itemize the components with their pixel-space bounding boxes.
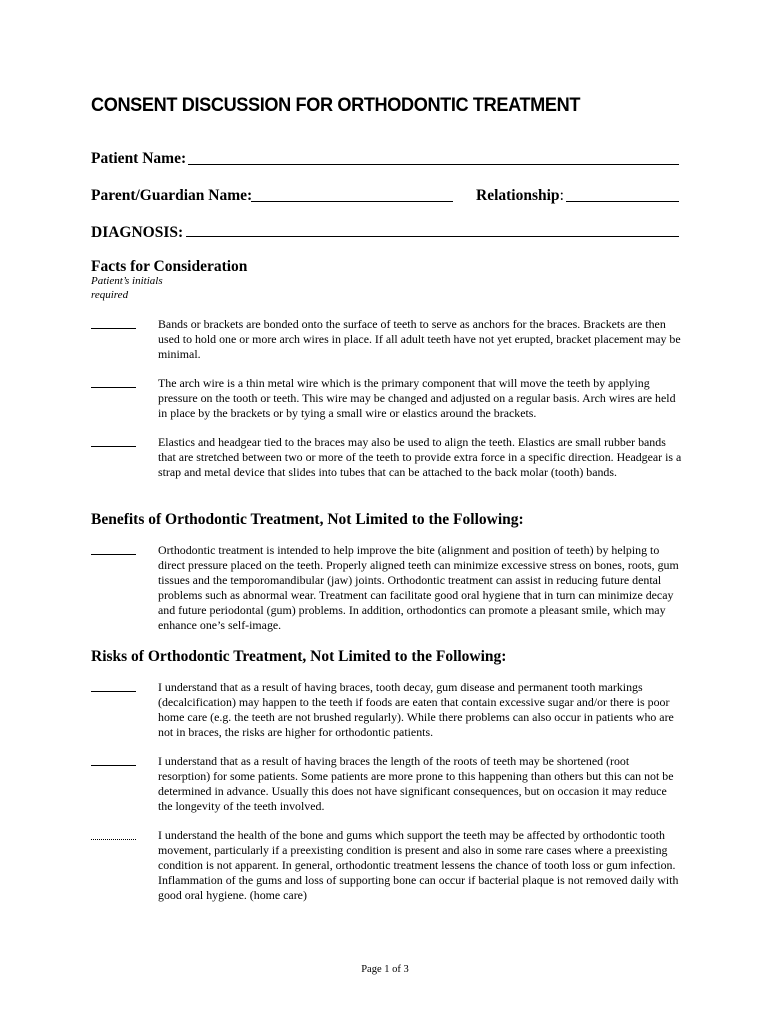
facts-item-text: Elastics and headgear tied to the braces may also be used to align the teeth. Elastics are small rubber bands that are stretched between two or more of the teeth to provide extra force in a specific direction. Headgear is a strap and metal device that slides into tubes that can be attached to the back molar (tooth) bands. <box>158 435 682 479</box>
guardian-name-label: Parent/Guardian Name: <box>91 187 253 204</box>
relationship-row <box>476 187 564 205</box>
initials-blank[interactable] <box>91 317 136 329</box>
facts-item-text: Bands or brackets are bonded onto the surface of teeth to serve as anchors for the braces. Brackets are then used to hold one or more arch wires in place. If all adult teeth have not yet erupted, bracket placement may be minimal. <box>158 317 681 361</box>
initials-blank[interactable] <box>91 754 136 766</box>
diagnosis-field[interactable] <box>186 236 679 237</box>
guardian-name-row <box>91 187 252 205</box>
relationship-label: Relationship <box>476 187 560 204</box>
initials-blank[interactable] <box>91 543 136 555</box>
guardian-name-field[interactable] <box>251 201 453 202</box>
risks-item-text: I understand the health of the bone and gums which support the teeth may be affected by orthodontic tooth movement, particularly if a preexisting condition is present and also in some rare cases where a preexisting condition is not apparent. In general, orthodontic treatment lessens the chance of tooth loss or gum infection. Inflammation of the gums and loss of supporting bone can occur if bacterial plaque is not removed daily with good oral hygiene. (home care) <box>158 828 679 902</box>
risks-heading: Risks of Orthodontic Treatment, Not Limited to the Following: <box>91 648 507 665</box>
relationship-field[interactable] <box>566 201 679 202</box>
initials-note: Patient’s initials required <box>91 275 163 301</box>
diagnosis-row <box>91 224 183 242</box>
initials-blank[interactable] <box>91 680 136 692</box>
benefits-heading: Benefits of Orthodontic Treatment, Not Limited to the Following: <box>91 511 524 528</box>
initials-blank[interactable] <box>91 435 136 447</box>
document-title: CONSENT DISCUSSION FOR ORTHODONTIC TREATMENT <box>91 94 581 116</box>
patient-name-field[interactable] <box>188 164 679 165</box>
initials-blank[interactable] <box>91 376 136 388</box>
facts-heading: Facts for Consideration <box>91 258 248 275</box>
facts-item-text: The arch wire is a thin metal wire which is the primary component that will move the teeth by applying pressure on the tooth or teeth. This wire may be changed and adjusted on a regular basis. Arch wires are held in place by the brackets or by tying a small wire or elastics around the brackets. <box>158 376 676 420</box>
initials-blank[interactable] <box>91 828 136 840</box>
patient-name-label: Patient Name: <box>91 150 187 167</box>
diagnosis-label: DIAGNOSIS: <box>91 224 184 241</box>
relationship-colon: : <box>559 187 564 204</box>
patient-name-row <box>91 150 186 168</box>
risks-item-text: I understand that as a result of having braces the length of the roots of teeth may be shortened (root resorption) for some patients. Some patients are more prone to this happening than others but this can not be determined in advance. Usually this does not have significant consequences, but on occasion it may reduce the longevity of the teeth involved. <box>158 754 674 813</box>
risks-item-text: I understand that as a result of having braces, tooth decay, gum disease and permanent tooth markings (decalcification) may happen to the teeth if foods are eaten that contain excessive sugar and/or there is poor home care (e.g. the teeth are not brushed regularly). While there problems can also occur in patients who are not in braces, the risks are higher for orthodontic patients. <box>158 680 674 739</box>
benefits-item-text: Orthodontic treatment is intended to help improve the bite (alignment and position of teeth) by helping to direct pressure placed on the teeth. Properly aligned teeth can minimize excessive stress on bones, roots, gum tissues and the temporomandibular (jaw) joints. Orthodontic treatment can assist in reducing future dental problems such as abnormal wear. Treatment can facilitate good oral hygiene that in turn can minimize decay and future periodontal (gum) problems. In addition, orthodontics can promote a pleasant smile, which may enhance one’s self-image. <box>158 543 679 632</box>
page-footer: Page 1 of 3 <box>361 964 409 975</box>
